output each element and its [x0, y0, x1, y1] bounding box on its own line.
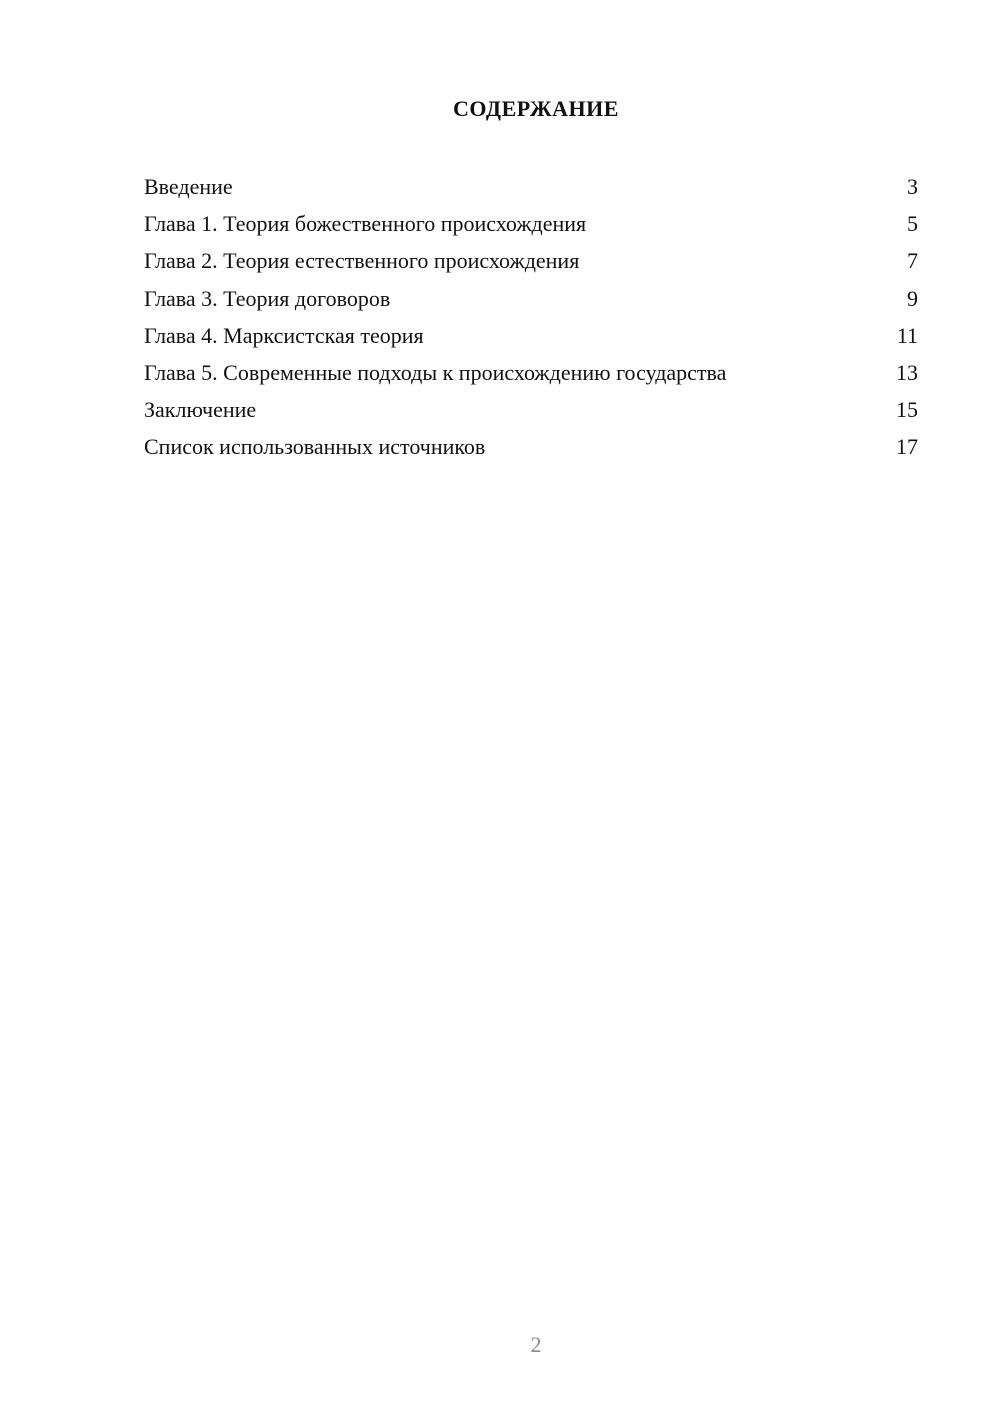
toc-entry-label: Глава 4. Марксистская теория [144, 322, 424, 348]
page-number: 2 [530, 1332, 542, 1357]
toc-entry-chapter-4 [144, 317, 918, 354]
toc-entry-label: Глава 3. Теория договоров [144, 285, 391, 311]
toc-entry-label: Введение [144, 174, 233, 199]
toc-entry-chapter-5 [144, 354, 918, 391]
toc-entry-chapter-3 [144, 280, 918, 317]
toc-entry-chapter-2 [144, 242, 918, 279]
toc-entry-chapter-1 [144, 205, 918, 242]
toc-entry-introduction [144, 168, 918, 205]
toc-entry-page: 3 [907, 174, 918, 199]
toc-entry-page: 5 [907, 211, 918, 237]
toc-title: СОДЕРЖАНИЕ [453, 96, 619, 121]
toc-entry-page: 15 [896, 397, 918, 423]
toc-list [144, 168, 918, 466]
toc-entry-label: Глава 1. Теория божественного происхождения [144, 211, 587, 237]
toc-entry-references [144, 428, 918, 465]
toc-entry-page: 17 [896, 434, 918, 460]
toc-entry-page: 11 [896, 322, 918, 348]
toc-entry-page: 13 [896, 359, 918, 385]
toc-entry-label: Список использованных источников [144, 434, 486, 460]
toc-entry-conclusion [144, 391, 918, 428]
toc-entry-label: Глава 2. Теория естественного происхождения [144, 248, 580, 274]
toc-entry-page: 9 [907, 285, 918, 311]
toc-entry-page: 7 [907, 248, 918, 274]
toc-entry-label: Заключение [144, 397, 257, 423]
toc-entry-label: Глава 5. Современные подходы к происхождению государства [144, 359, 727, 385]
